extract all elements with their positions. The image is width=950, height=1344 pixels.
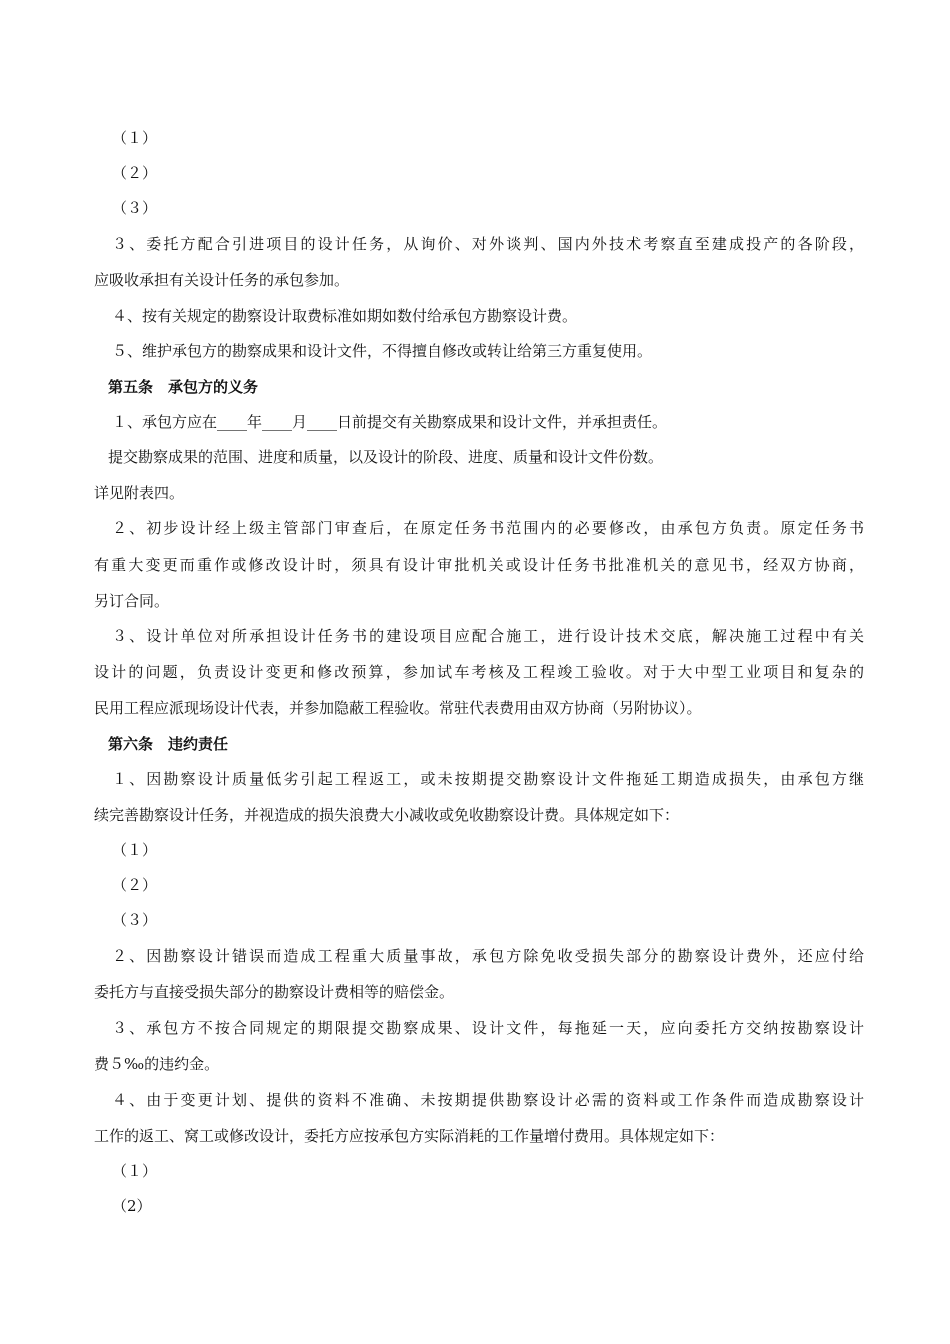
text-line: 详见附表四。 bbox=[94, 484, 185, 502]
article-heading: 第五条 承包方的义务 bbox=[108, 378, 259, 396]
text-line: 民用工程应派现场设计代表，并参加隐蔽工程验收。常驻代表费用由双方协商（另附协议）。 bbox=[94, 699, 702, 717]
text-line: 设计的问题，负责设计变更和修改预算，参加试车考核及工程竣工验收。对于大中型工业项目和复杂的 bbox=[94, 663, 864, 681]
text-line: 另订合同。 bbox=[94, 592, 170, 610]
text-line: 费５‰的违约金。 bbox=[94, 1055, 220, 1073]
text-line: 有重大变更而重作或修改设计时，须具有设计审批机关或设计任务书批准机关的意见书，经双方协商， bbox=[94, 556, 864, 574]
text-line: （３） bbox=[112, 199, 158, 217]
text-line: （１） bbox=[112, 841, 158, 859]
text-line: （２） bbox=[112, 164, 158, 182]
text-line: 委托方与直接受损失部分的勘察设计费相等的赔偿金。 bbox=[94, 983, 455, 1001]
text-line: ５、维护承包方的勘察成果和设计文件，不得擅自修改或转让给第三方重复使用。 bbox=[112, 342, 653, 360]
text-line: ３、承包方不按合同规定的期限提交勘察成果、设计文件，每拖延一天，应向委托方交纳按勘察设计 bbox=[112, 1019, 864, 1037]
text-line: ４、由于变更计划、提供的资料不准确、未按期提供勘察设计必需的资料或工作条件而造成勘察设计 bbox=[112, 1091, 864, 1109]
text-line: ３、设计单位对所承担设计任务书的建设项目应配合施工，进行设计技术交底，解决施工过程中有关 bbox=[112, 627, 864, 645]
text-line: １、因勘察设计质量低劣引起工程返工，或未按期提交勘察设计文件拖延工期造成损失，由承包方继 bbox=[112, 770, 864, 788]
text-line: 提交勘察成果的范围、进度和质量，以及设计的阶段、进度、质量和设计文件份数。 bbox=[108, 448, 664, 466]
text-line: ２、因勘察设计错误而造成工程重大质量事故，承包方除免收受损失部分的勘察设计费外，还应付给 bbox=[112, 947, 864, 965]
text-line: （2） bbox=[112, 1197, 152, 1215]
article-heading: 第六条 违约责任 bbox=[108, 735, 229, 753]
text-line: ４、按有关规定的勘察设计取费标准如期如数付给承包方勘察设计费。 bbox=[112, 307, 578, 325]
text-line: 续完善勘察设计任务，并视造成的损失浪费大小减收或免收勘察设计费。具体规定如下： bbox=[94, 806, 680, 824]
text-line: 工作的返工、窝工或修改设计，委托方应按承包方实际消耗的工作量增付费用。具体规定如下： bbox=[94, 1127, 725, 1145]
text-line: （１） bbox=[112, 1162, 158, 1180]
text-line: ３、委托方配合引进项目的设计任务，从询价、对外谈判、国内外技术考察直至建成投产的各阶段， bbox=[112, 235, 864, 253]
text-line: （２） bbox=[112, 876, 158, 894]
text-line: １、承包方应在____年____月____日前提交有关勘察成果和设计文件，并承担责任。 bbox=[112, 413, 668, 431]
text-line: 应吸收承担有关设计任务的承包参加。 bbox=[94, 271, 350, 289]
text-line: （１） bbox=[112, 129, 158, 147]
text-line: ２、初步设计经上级主管部门审查后，在原定任务书范围内的必要修改，由承包方负责。原定任务书 bbox=[112, 519, 864, 537]
text-line: （３） bbox=[112, 911, 158, 929]
